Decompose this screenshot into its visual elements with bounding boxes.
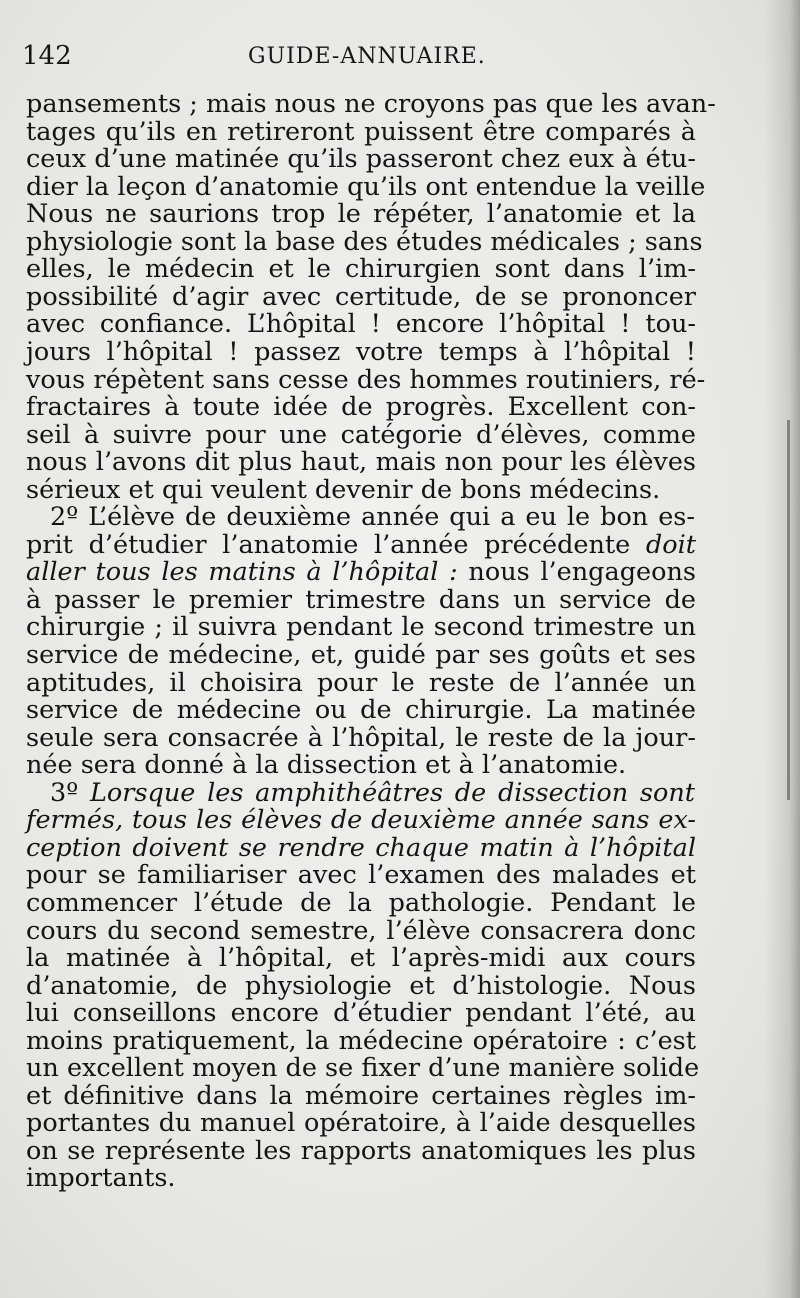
- text-segment: un excellent moyen de se fixer d’une manière solide: [26, 1053, 700, 1084]
- text-line: [26, 255, 696, 283]
- text-segment: vous répètent sans cesse des hommes routiniers, ré-: [26, 364, 706, 395]
- italic-text-segment: fermés, tous les élèves de deuxième année sans ex-: [26, 805, 696, 836]
- text-segment: seule sera consacrée à l’hôpital, le reste de la jour-: [26, 722, 696, 753]
- text-line: [26, 145, 696, 173]
- text-segment: chirurgie ; il suivra pendant le second trimestre un: [26, 612, 696, 643]
- text-line: [26, 226, 703, 257]
- text-segment: seil à suivre pour une catégorie d’élèves, comme: [26, 419, 696, 450]
- text-line: [26, 171, 706, 202]
- running-title: GUIDE-ANNUAIRE.: [248, 44, 486, 69]
- text-segment: importants.: [26, 1163, 176, 1194]
- text-line: [26, 310, 696, 338]
- text-line: [26, 669, 696, 697]
- text-line: [26, 448, 696, 476]
- text-line: [26, 531, 696, 559]
- text-segment: 2º L’élève de deuxième année qui a eu le bon es-: [50, 502, 695, 533]
- text-segment: nous l’avons dit plus haut, mais non pour les élèves: [26, 447, 696, 478]
- text-line: [26, 1082, 696, 1110]
- text-line: [26, 1137, 696, 1165]
- text-segment: possibilité d’agir avec certitude, de se prononcer: [26, 281, 696, 312]
- text-line: [26, 806, 696, 834]
- text-line: [26, 118, 696, 146]
- text-line: [26, 724, 696, 752]
- text-line: [26, 917, 696, 945]
- text-segment: née sera donné à la dissection et à l’anatomie.: [26, 750, 627, 781]
- text-segment: 3º: [50, 777, 90, 808]
- italic-text-segment: Lorsque les amphithéâtres de dissection sont: [89, 777, 695, 808]
- text-segment: dier la leçon d’anatomie qu’ils ont entendue la veille: [26, 171, 706, 202]
- text-segment: service de médecine, et, guidé par ses goûts et ses: [26, 640, 696, 670]
- text-line: [26, 641, 696, 669]
- text-segment: Nous ne saurions trop le répéter, l’anatomie et la: [26, 199, 696, 230]
- text-segment: et définitive dans la mémoire certaines règles im-: [26, 1080, 696, 1111]
- page-number: 142: [22, 41, 72, 71]
- text-segment: jours l’hôpital ! passez votre temps à l’hôpital !: [26, 336, 696, 367]
- text-segment: ceux d’une matinée qu’ils passeront chez eux à étu-: [26, 144, 696, 175]
- italic-text-segment: doit: [645, 529, 696, 560]
- text-line: [50, 503, 695, 531]
- text-line: [26, 421, 696, 449]
- text-line: [26, 1027, 696, 1055]
- text-line: [26, 338, 696, 366]
- text-segment: service de médecine ou de chirurgie. La matinée: [26, 695, 696, 726]
- text-line: [26, 393, 696, 421]
- text-segment: on se représente les rapports anatomiques les plus: [26, 1135, 696, 1166]
- text-line: [26, 283, 696, 311]
- text-line: [26, 474, 661, 505]
- text-segment: prit d’étudier l’anatomie l’année précédente: [26, 529, 646, 560]
- text-line: [26, 999, 696, 1027]
- text-segment: sérieux et qui veulent devenir de bons médecins.: [26, 474, 661, 505]
- text-segment: pour se familiariser avec l’examen des malades et: [26, 860, 696, 891]
- text-segment: la matinée à l’hôpital, et l’après-midi aux cours: [26, 943, 696, 974]
- text-segment: commencer l’étude de la pathologie. Pendant le: [26, 887, 696, 918]
- text-segment: avec confiance. L’hôpital ! encore l’hôpital ! tou-: [26, 309, 696, 340]
- text-segment: d’anatomie, de physiologie et d’histologie. Nous: [26, 970, 696, 1001]
- text-line: [26, 586, 696, 614]
- text-line: [50, 779, 695, 807]
- text-line: [26, 972, 696, 1000]
- text-line: [26, 750, 627, 781]
- italic-text-segment: aller tous les matins à l’hôpital :: [26, 557, 458, 588]
- text-line: [26, 861, 696, 889]
- text-segment: fractaires à toute idée de progrès. Excellent con-: [26, 392, 696, 423]
- text-segment: pansements ; mais nous ne croyons pas que les avan-: [26, 89, 716, 119]
- text-line: [26, 89, 716, 119]
- text-segment: nous l’engageons: [457, 557, 696, 588]
- text-line: [26, 1053, 700, 1084]
- text-segment: cours du second semestre, l’élève consacrera donc: [26, 915, 696, 946]
- text-segment: portantes du manuel opératoire, à l’aide desquelles: [26, 1108, 696, 1139]
- text-segment: moins pratiquement, la médecine opératoire : c’est: [26, 1025, 696, 1056]
- text-segment: aptitudes, il choisira pour le reste de l’année un: [26, 667, 696, 698]
- text-line: [26, 613, 696, 641]
- text-line: [26, 364, 706, 395]
- text-line: [26, 1164, 206, 1192]
- text-line: [26, 1109, 696, 1137]
- text-line: [26, 944, 696, 972]
- text-line: [26, 200, 696, 228]
- italic-text-segment: ception doivent se rendre chaque matin à l’hôpital: [26, 832, 696, 863]
- text-segment: elles, le médecin et le chirurgien sont dans l’im-: [26, 254, 696, 285]
- text-segment: tages qu’ils en retireront puissent être comparés à: [26, 116, 696, 147]
- text-line: [26, 834, 696, 862]
- text-segment: physiologie sont la base des études médicales ; sans: [26, 226, 703, 257]
- text-line: [26, 696, 696, 724]
- text-segment: à passer le premier trimestre dans un service de: [26, 584, 696, 615]
- text-segment: lui conseillons encore d’étudier pendant l’été, au: [26, 998, 696, 1029]
- text-line: [26, 558, 696, 586]
- text-line: [26, 889, 696, 917]
